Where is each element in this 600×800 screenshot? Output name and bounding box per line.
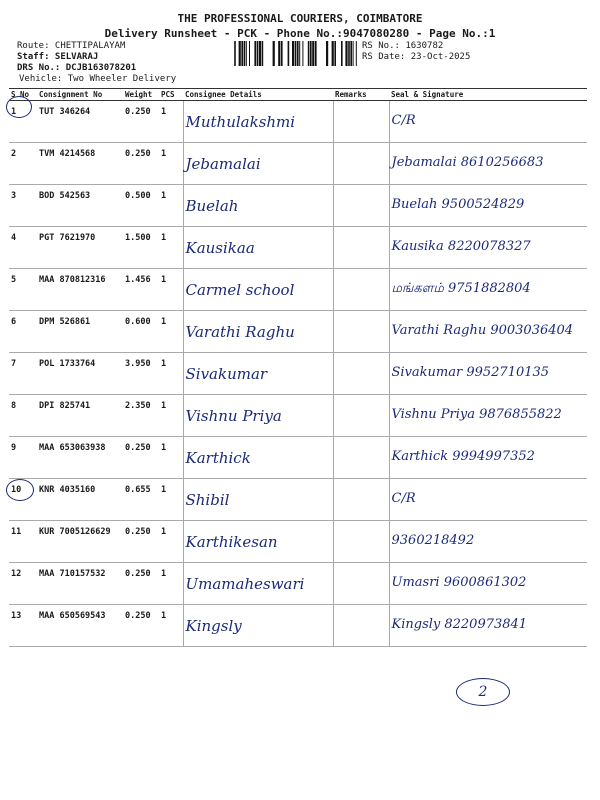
signature-cell xyxy=(389,395,587,437)
barcode-bar xyxy=(257,41,259,66)
consignee-cell xyxy=(183,185,333,227)
runsheet-subtitle: Delivery Runsheet - PCK - Phone No.:9047080280 - Page No.:1 xyxy=(104,27,496,40)
handwritten-signature: Vishnu Priya 9876855822 xyxy=(391,407,562,422)
barcode-bar xyxy=(334,41,336,66)
remarks-cell xyxy=(333,521,389,563)
consignee-cell xyxy=(183,605,333,647)
barcode-bar xyxy=(278,41,280,66)
signature-cell xyxy=(389,353,587,395)
signature-cell xyxy=(389,101,587,143)
table-row xyxy=(9,269,587,311)
consignee-cell xyxy=(183,563,333,605)
consignee-cell xyxy=(183,437,333,479)
handwritten-consignee: Jebamalai xyxy=(185,155,261,173)
consignee-cell xyxy=(183,101,333,143)
sno-cell: 1 xyxy=(9,101,37,143)
barcode-bar xyxy=(262,41,264,66)
signature-cell xyxy=(389,521,587,563)
consignment-cell: MAA 870812316 xyxy=(37,269,123,311)
consignee-cell xyxy=(183,143,333,185)
table-row xyxy=(9,353,587,395)
sno-cell: 7 xyxy=(9,353,37,395)
weight-cell: 2.350 xyxy=(123,395,159,437)
rs-number: RS No.: 1630782 xyxy=(362,41,444,51)
consignment-cell: KNR 4035160 xyxy=(37,479,123,521)
pcs-cell: 1 xyxy=(159,185,183,227)
sno-cell: 10 xyxy=(9,479,37,521)
handwritten-signature: Buelah 9500524829 xyxy=(391,197,525,212)
weight-cell: 0.250 xyxy=(123,437,159,479)
signature-cell xyxy=(389,437,587,479)
barcode-bar xyxy=(299,41,300,66)
handwritten-signature: Kausika 8220078327 xyxy=(391,239,531,254)
remarks-cell xyxy=(333,143,389,185)
sno-cell: 3 xyxy=(9,185,37,227)
consignment-cell: TUT 346264 xyxy=(37,101,123,143)
remarks-cell xyxy=(333,479,389,521)
consignment-cell: DPI 825741 xyxy=(37,395,123,437)
table-row xyxy=(9,311,587,353)
consignee-cell xyxy=(183,479,333,521)
sno-cell: 4 xyxy=(9,227,37,269)
barcode-bar xyxy=(246,41,247,66)
consignee-cell xyxy=(183,395,333,437)
barcode-bar xyxy=(348,41,350,66)
barcode-bar xyxy=(345,41,347,66)
barcode-bar xyxy=(310,41,312,66)
barcode-bar xyxy=(234,41,236,66)
sno-cell: 8 xyxy=(9,395,37,437)
col-consignment: Consignment No xyxy=(37,89,123,101)
handwritten-consignee: Umamaheswari xyxy=(185,575,305,593)
table-row xyxy=(9,395,587,437)
barcode-bar xyxy=(273,41,275,66)
consignment-cell: BOD 542563 xyxy=(37,185,123,227)
pcs-cell: 1 xyxy=(159,353,183,395)
handwritten-signature: Umasri 9600861302 xyxy=(391,575,527,590)
barcode-bar xyxy=(259,41,261,66)
sno-cell: 11 xyxy=(9,521,37,563)
remarks-cell xyxy=(333,101,389,143)
sno-cell: 6 xyxy=(9,311,37,353)
weight-cell: 0.250 xyxy=(123,101,159,143)
route-label: Route: CHETTIPALAYAM xyxy=(17,41,126,51)
consignment-cell: TVM 4214568 xyxy=(37,143,123,185)
handwritten-consignee: Muthulakshmi xyxy=(185,113,296,131)
barcode-bar xyxy=(341,41,343,66)
barcode-bar xyxy=(308,41,310,66)
handwritten-signature: Kingsly 8220973841 xyxy=(391,617,528,632)
staff-label: Staff: SELVARAJ xyxy=(17,52,99,62)
handwritten-signature: C/R xyxy=(391,113,416,128)
signature-cell xyxy=(389,605,587,647)
handwritten-consignee: Kausikaa xyxy=(185,239,255,257)
remarks-cell xyxy=(333,227,389,269)
consignee-cell xyxy=(183,353,333,395)
weight-cell: 0.250 xyxy=(123,521,159,563)
handwritten-consignee: Buelah xyxy=(185,197,239,215)
runsheet-table xyxy=(9,88,587,647)
signature-cell xyxy=(389,143,587,185)
handwritten-signature: மங்களம் 9751882804 xyxy=(391,281,531,296)
sno-cell: 12 xyxy=(9,563,37,605)
remarks-cell xyxy=(333,185,389,227)
remarks-cell xyxy=(333,605,389,647)
consignee-cell xyxy=(183,269,333,311)
col-pcs: PCS xyxy=(159,89,183,101)
pcs-cell: 1 xyxy=(159,269,183,311)
table-row xyxy=(9,185,587,227)
handwritten-consignee: Karthikesan xyxy=(185,533,278,551)
table-row xyxy=(9,101,587,143)
barcode-bar xyxy=(353,41,354,66)
consignment-cell: PGT 7621970 xyxy=(37,227,123,269)
handwritten-signature: Jebamalai 8610256683 xyxy=(391,155,544,170)
consignee-cell xyxy=(183,521,333,563)
table-row xyxy=(9,521,587,563)
barcode-bar xyxy=(297,41,299,66)
barcode-bar xyxy=(288,41,290,66)
tick-circle-row-10 xyxy=(6,479,34,501)
barcode-bar xyxy=(326,41,328,66)
weight-cell: 3.950 xyxy=(123,353,159,395)
remarks-cell xyxy=(333,353,389,395)
pcs-cell: 1 xyxy=(159,227,183,269)
handwritten-signature: 9360218492 xyxy=(391,533,475,548)
page-number-mark: 2 xyxy=(456,678,510,706)
handwritten-consignee: Sivakumar xyxy=(185,365,268,383)
barcode-bar xyxy=(356,41,357,66)
barcode-bar xyxy=(281,41,283,66)
handwritten-consignee: Kingsly xyxy=(185,617,242,635)
sno-cell: 2 xyxy=(9,143,37,185)
signature-cell xyxy=(389,269,587,311)
remarks-cell xyxy=(333,437,389,479)
consignee-cell xyxy=(183,227,333,269)
weight-cell: 0.500 xyxy=(123,185,159,227)
pcs-cell: 1 xyxy=(159,395,183,437)
handwritten-consignee: Shibil xyxy=(185,491,230,509)
barcode-bar xyxy=(350,41,352,66)
remarks-cell xyxy=(333,311,389,353)
weight-cell: 0.250 xyxy=(123,605,159,647)
remarks-cell xyxy=(333,395,389,437)
consignee-cell xyxy=(183,311,333,353)
company-title: THE PROFESSIONAL COURIERS, COIMBATORE xyxy=(177,12,423,25)
consignment-cell: MAA 650569543 xyxy=(37,605,123,647)
handwritten-signature: Varathi Raghu 9003036404 xyxy=(391,323,574,338)
signature-cell xyxy=(389,479,587,521)
col-remarks: Remarks xyxy=(333,89,389,101)
table-row xyxy=(9,479,587,521)
handwritten-consignee: Varathi Raghu xyxy=(185,323,295,341)
drs-label: DRS No.: DCJB163078201 xyxy=(17,63,137,73)
table-row xyxy=(9,143,587,185)
weight-cell: 0.250 xyxy=(123,143,159,185)
table-row xyxy=(9,605,587,647)
col-consignee: Consignee Details xyxy=(183,89,333,101)
pcs-cell: 1 xyxy=(159,563,183,605)
barcode-bar xyxy=(332,41,334,66)
consignment-cell: MAA 710157532 xyxy=(37,563,123,605)
consignment-cell: POL 1733764 xyxy=(37,353,123,395)
barcode-bar xyxy=(295,41,297,66)
barcode-bar xyxy=(244,41,246,66)
handwritten-signature: Karthick 9994997352 xyxy=(391,449,535,464)
barcode-bar xyxy=(302,41,303,66)
consignment-cell: MAA 653063938 xyxy=(37,437,123,479)
signature-cell xyxy=(389,563,587,605)
handwritten-consignee: Vishnu Priya xyxy=(185,407,282,425)
signature-cell xyxy=(389,185,587,227)
sno-cell: 5 xyxy=(9,269,37,311)
barcode-bar xyxy=(241,41,243,66)
remarks-cell xyxy=(333,563,389,605)
barcode-bar xyxy=(249,41,250,66)
weight-cell: 1.456 xyxy=(123,269,159,311)
pcs-cell: 1 xyxy=(159,311,183,353)
table-row xyxy=(9,437,587,479)
consignment-cell: KUR 7005126629 xyxy=(37,521,123,563)
weight-cell: 0.250 xyxy=(123,563,159,605)
signature-cell xyxy=(389,227,587,269)
weight-cell: 0.655 xyxy=(123,479,159,521)
rs-date: RS Date: 23-Oct-2025 xyxy=(362,52,471,62)
weight-cell: 1.500 xyxy=(123,227,159,269)
handwritten-signature: Sivakumar 9952710135 xyxy=(391,365,550,380)
pcs-cell: 1 xyxy=(159,479,183,521)
barcode-bar xyxy=(254,41,256,66)
barcode xyxy=(232,41,358,66)
pcs-cell: 1 xyxy=(159,101,183,143)
pcs-cell: 1 xyxy=(159,605,183,647)
barcode-bar xyxy=(239,41,241,66)
handwritten-consignee: Carmel school xyxy=(185,281,295,299)
handwritten-consignee: Karthick xyxy=(185,449,251,467)
table-header xyxy=(9,89,587,101)
col-sno: S No xyxy=(9,89,37,101)
consignment-cell: DPM 526861 xyxy=(37,311,123,353)
table-row xyxy=(9,563,587,605)
pcs-cell: 1 xyxy=(159,521,183,563)
tick-circle-row-1 xyxy=(6,96,32,118)
barcode-bar xyxy=(292,41,294,66)
pcs-cell: 1 xyxy=(159,143,183,185)
handwritten-signature: C/R xyxy=(391,491,416,506)
barcode-bar xyxy=(312,41,314,66)
sno-cell: 13 xyxy=(9,605,37,647)
col-seal: Seal & Signature xyxy=(389,89,587,101)
barcode-bar xyxy=(315,41,317,66)
signature-cell xyxy=(389,311,587,353)
sno-cell: 9 xyxy=(9,437,37,479)
table-row xyxy=(9,227,587,269)
remarks-cell xyxy=(333,269,389,311)
weight-cell: 0.600 xyxy=(123,311,159,353)
col-weight: Weight xyxy=(123,89,159,101)
vehicle-label: Vehicle: Two Wheeler Delivery xyxy=(19,74,177,84)
pcs-cell: 1 xyxy=(159,437,183,479)
